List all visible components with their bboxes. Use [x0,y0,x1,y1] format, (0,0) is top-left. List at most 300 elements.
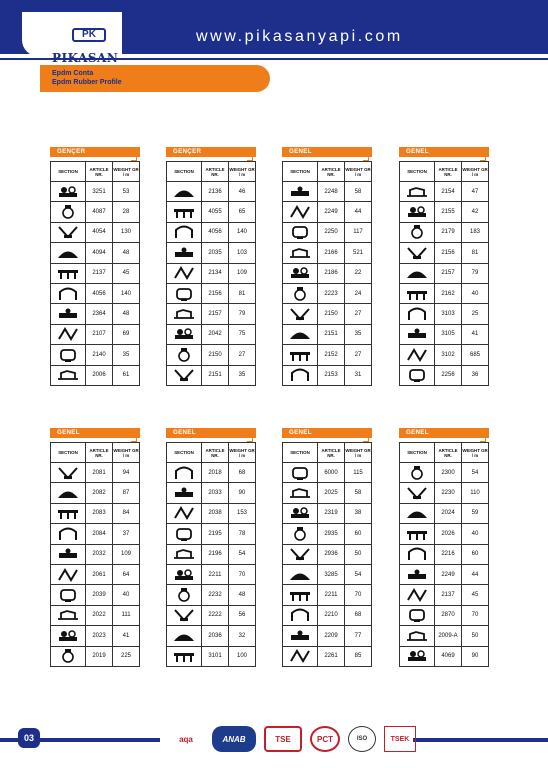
profile-section-icon [283,366,318,385]
article-number-cell: 6000 [318,463,345,482]
article-number-cell: 3285 [318,565,345,584]
table-row [283,243,372,263]
weight-cell: 70 [229,565,256,584]
table-category-tag [50,428,140,438]
profile-section-icon [400,524,435,543]
article-number-cell: 2006 [86,366,113,385]
article-number-cell: 2137 [435,585,462,604]
table-row [283,366,372,386]
weight-cell: 41 [113,626,140,645]
weight-cell: 90 [462,647,489,666]
table-row [51,325,140,345]
profile-section-icon [51,325,86,344]
weight-cell: 109 [113,545,140,564]
weight-cell: 130 [113,223,140,242]
section-column-header: SECTION [283,443,318,462]
article-number-cell: 2151 [202,366,229,385]
table-grid [399,161,489,386]
table-row [283,626,372,646]
table-grid [50,161,140,386]
article-number-cell: 2156 [435,243,462,262]
weight-cell: 35 [229,366,256,385]
anab-logo: ANAB [212,726,256,752]
table-row [51,504,140,524]
profile-section-icon [283,524,318,543]
profile-section-icon [167,264,202,283]
table-row [400,626,489,646]
table-row [51,463,140,483]
table-row [400,182,489,202]
profile-section-icon [400,504,435,523]
weight-cell: 42 [462,202,489,221]
weight-cell: 46 [229,182,256,201]
weight-cell: 94 [113,463,140,482]
weight-cell: 48 [229,585,256,604]
article-number-cell: 2250 [318,223,345,242]
table-row [51,483,140,503]
weight-cell: 58 [345,483,372,502]
article-column-header: ARTICLE NR. [202,443,229,462]
section-column-header: SECTION [167,162,202,181]
weight-cell: 115 [345,463,372,482]
profile-section-icon [283,545,318,564]
weight-cell: 36 [462,366,489,385]
weight-cell: 27 [345,345,372,364]
profile-section-icon [400,223,435,242]
table-row [167,243,256,263]
weight-cell: 70 [345,585,372,604]
weight-cell: 37 [113,524,140,543]
weight-cell: 110 [462,483,489,502]
article-number-cell: 2082 [86,483,113,502]
weight-cell: 60 [345,524,372,543]
article-number-cell: 4054 [86,223,113,242]
weight-cell: 140 [113,284,140,303]
table-row [51,545,140,565]
weight-cell: 27 [345,304,372,323]
iso-logo: ISO [348,726,376,752]
table-row [51,284,140,304]
profile-section-icon [51,223,86,242]
table-row [283,463,372,483]
profile-section-icon [167,304,202,323]
article-number-cell: 2179 [435,223,462,242]
article-number-cell: 2230 [435,483,462,502]
profile-section-icon [400,545,435,564]
article-number-cell: 2134 [202,264,229,283]
profile-section-icon [167,545,202,564]
profile-section-icon [51,626,86,645]
profile-section-icon [283,565,318,584]
profile-section-icon [283,606,318,625]
table-header-row [167,162,256,182]
aqa-logo: aqa [179,734,193,744]
article-number-cell: 2222 [202,606,229,625]
article-number-cell: 2140 [86,345,113,364]
article-number-cell: 2157 [202,304,229,323]
weight-cell: 47 [462,182,489,201]
article-number-cell: 2032 [86,545,113,564]
weight-cell: 38 [345,504,372,523]
article-number-cell: 2261 [318,647,345,666]
weight-cell: 79 [229,304,256,323]
certification-logos [168,724,416,754]
profile-section-icon [283,223,318,242]
profile-section-icon [283,345,318,364]
article-number-cell: 2061 [86,565,113,584]
table-row [400,483,489,503]
table-row [51,345,140,365]
table-category-label: GENEL [57,429,80,436]
profile-section-icon [167,182,202,201]
table-row [283,524,372,544]
table-row [167,366,256,386]
table-row [167,202,256,222]
profile-section-icon [400,565,435,584]
profile-section-icon [51,606,86,625]
section-title-en: Epdm Rubber Profile [52,79,122,86]
profile-section-icon [167,585,202,604]
table-row [167,483,256,503]
table-row [51,647,140,667]
article-number-cell: 4094 [86,243,113,262]
weight-cell: 22 [345,264,372,283]
company-logo [22,12,122,65]
table-row [283,325,372,345]
weight-cell: 64 [113,565,140,584]
weight-cell: 153 [229,504,256,523]
profile-section-icon [283,504,318,523]
table-category-label: GENEL [406,148,429,155]
table-category-label: GENEL [406,429,429,436]
article-number-cell: 2039 [86,585,113,604]
article-number-cell: 2210 [318,606,345,625]
weight-cell: 61 [113,366,140,385]
weight-column-header: WEIGHT GR / m [462,162,489,181]
weight-cell: 25 [462,304,489,323]
table-row [167,606,256,626]
table-grid [282,442,372,667]
table-row [400,524,489,544]
weight-cell: 85 [345,647,372,666]
article-number-cell: 2156 [202,284,229,303]
profile-section-icon [167,345,202,364]
table-row [283,264,372,284]
article-number-cell: 3101 [202,647,229,666]
weight-cell: 28 [113,202,140,221]
article-number-cell: 2018 [202,463,229,482]
table-row [167,504,256,524]
table-row [283,284,372,304]
table-row [283,483,372,503]
profile-section-icon [51,182,86,201]
table-row [400,325,489,345]
weight-cell: 75 [229,325,256,344]
table-row [167,585,256,605]
weight-cell: 117 [345,223,372,242]
table-category-tag [282,428,372,438]
weight-cell: 27 [229,345,256,364]
article-number-cell: 2150 [318,304,345,323]
section-column-header: SECTION [400,443,435,462]
table-row [283,545,372,565]
table-row [283,585,372,605]
article-number-cell: 2166 [318,243,345,262]
article-number-cell: 2152 [318,345,345,364]
table-row [400,202,489,222]
table-category-label: GENÇER [57,148,86,155]
table-category-tag [399,428,489,438]
page-number: 03 [18,728,40,748]
weight-cell: 140 [229,223,256,242]
profile-section-icon [400,463,435,482]
article-number-cell: 2870 [435,606,462,625]
table-row [51,243,140,263]
article-number-cell: 2081 [86,463,113,482]
weight-cell: 70 [462,606,489,625]
weight-cell: 54 [229,545,256,564]
table-row [400,284,489,304]
profile-section-icon [51,565,86,584]
profile-section-icon [400,243,435,262]
table-row [400,223,489,243]
article-number-cell: 2038 [202,504,229,523]
profile-section-icon [51,366,86,385]
profile-section-icon [400,366,435,385]
table-grid [166,161,256,386]
profile-section-icon [51,524,86,543]
table-row [51,606,140,626]
weight-cell: 81 [229,284,256,303]
profile-section-icon [51,504,86,523]
article-column-header: ARTICLE NR. [435,443,462,462]
profile-section-icon [283,463,318,482]
article-column-header: ARTICLE NR. [202,162,229,181]
table-row [400,585,489,605]
profile-section-icon [167,483,202,502]
table-row [51,264,140,284]
article-number-cell: 2196 [202,545,229,564]
article-number-cell: 2195 [202,524,229,543]
profile-section-icon [51,483,86,502]
table-row [283,606,372,626]
profile-section-icon [51,284,86,303]
weight-cell: 35 [345,325,372,344]
weight-cell: 31 [345,366,372,385]
table-row [400,264,489,284]
profile-section-icon [400,182,435,201]
table-row [400,606,489,626]
weight-cell: 109 [229,264,256,283]
weight-cell: 84 [113,504,140,523]
table-row [167,304,256,324]
table-grid [282,161,372,386]
profile-section-icon [167,565,202,584]
weight-column-header: WEIGHT GR / m [462,443,489,462]
article-number-cell: 2211 [202,565,229,584]
article-number-cell: 2249 [318,202,345,221]
article-column-header: ARTICLE NR. [318,162,345,181]
weight-cell: 183 [462,223,489,242]
weight-cell: 35 [113,345,140,364]
table-row [283,223,372,243]
article-number-cell: 2153 [318,366,345,385]
table-row [400,243,489,263]
section-column-header: SECTION [400,162,435,181]
profile-section-icon [400,304,435,323]
profile-section-icon [167,606,202,625]
profile-section-icon [167,223,202,242]
table-category-label: GENÇER [173,148,202,155]
article-number-cell: 2107 [86,325,113,344]
table-category-tag [399,147,489,157]
table-row [167,284,256,304]
weight-cell: 225 [113,647,140,666]
weight-cell: 40 [462,284,489,303]
weight-cell: 87 [113,483,140,502]
weight-cell: 60 [462,545,489,564]
article-number-cell: 2033 [202,483,229,502]
article-number-cell: 2935 [318,524,345,543]
article-number-cell: 2248 [318,182,345,201]
table-category-tag [166,147,256,157]
article-number-cell: 2136 [202,182,229,201]
weight-cell: 48 [113,243,140,262]
table-row [400,304,489,324]
weight-cell: 111 [113,606,140,625]
logo-brand-text: PIKASAN [52,51,119,65]
profile-section-icon [283,304,318,323]
article-number-cell: 2025 [318,483,345,502]
weight-cell: 44 [462,565,489,584]
article-number-cell: 2035 [202,243,229,262]
table-header-row [283,443,372,463]
table-category-label: GENEL [289,429,312,436]
table-row [51,304,140,324]
table-row [283,202,372,222]
article-number-cell: 2042 [202,325,229,344]
weight-column-header: WEIGHT GR / m [345,443,372,462]
weight-column-header: WEIGHT GR / m [229,162,256,181]
weight-cell: 40 [462,524,489,543]
table-row [167,264,256,284]
tsek-logo: TSEK [384,726,416,752]
article-number-cell: 4069 [435,647,462,666]
weight-cell: 56 [229,606,256,625]
profile-section-icon [51,345,86,364]
article-number-cell: 2936 [318,545,345,564]
profile-section-icon [400,585,435,604]
weight-cell: 77 [345,626,372,645]
article-number-cell: 3251 [86,182,113,201]
profile-section-icon [283,264,318,283]
profile-section-icon [51,585,86,604]
section-column-header: SECTION [51,443,86,462]
article-column-header: ARTICLE NR. [86,443,113,462]
pct-logo: PCT [310,726,340,752]
article-number-cell: 4055 [202,202,229,221]
profile-section-icon [400,284,435,303]
article-number-cell: 2157 [435,264,462,283]
table-category-label: GENEL [173,429,196,436]
table-row [400,565,489,585]
table-row [283,647,372,667]
weight-cell: 59 [462,504,489,523]
weight-column-header: WEIGHT GR / m [113,162,140,181]
article-number-cell: 2150 [202,345,229,364]
profile-section-icon [167,243,202,262]
profile-section-icon [400,606,435,625]
table-row [400,463,489,483]
profile-section-icon [51,463,86,482]
table-row [51,524,140,544]
profile-section-icon [283,483,318,502]
weight-column-header: WEIGHT GR / m [345,162,372,181]
section-title-tr: Epdm Conta [52,70,94,77]
table-row [167,463,256,483]
profile-section-icon [167,524,202,543]
weight-cell: 65 [229,202,256,221]
weight-cell: 53 [113,182,140,201]
table-row [400,366,489,386]
article-number-cell: 3102 [435,345,462,364]
table-row [51,202,140,222]
weight-cell: 90 [229,483,256,502]
article-number-cell: 2024 [435,504,462,523]
profile-section-icon [51,545,86,564]
table-row [283,565,372,585]
profile-section-icon [167,202,202,221]
table-row [167,345,256,365]
table-category-tag [282,147,372,157]
article-number-cell: 4056 [86,284,113,303]
table-row [167,524,256,544]
table-row [167,545,256,565]
article-number-cell: 2036 [202,626,229,645]
article-number-cell: 2151 [318,325,345,344]
profile-section-icon [51,264,86,283]
article-number-cell: 2223 [318,284,345,303]
profile-section-icon [400,264,435,283]
weight-column-header: WEIGHT GR / m [229,443,256,462]
profile-section-icon [400,647,435,666]
article-number-cell: 2155 [435,202,462,221]
table-header-row [51,443,140,463]
table-grid [166,442,256,667]
article-number-cell: 4056 [202,223,229,242]
profile-section-icon [167,504,202,523]
table-header-row [400,443,489,463]
article-number-cell: 2256 [435,366,462,385]
table-row [400,504,489,524]
profile-section-icon [167,284,202,303]
weight-cell: 41 [462,325,489,344]
table-category-label: GENEL [289,148,312,155]
profile-section-icon [167,647,202,666]
profile-section-icon [51,243,86,262]
profile-section-icon [51,647,86,666]
article-number-cell: 2022 [86,606,113,625]
article-number-cell: 2083 [86,504,113,523]
article-number-cell: 2209 [318,626,345,645]
profile-section-icon [283,325,318,344]
profile-section-icon [400,202,435,221]
table-row [51,626,140,646]
weight-cell: 40 [113,585,140,604]
logo-mark: PK [72,28,106,42]
article-number-cell: 2026 [435,524,462,543]
section-column-header: SECTION [51,162,86,181]
